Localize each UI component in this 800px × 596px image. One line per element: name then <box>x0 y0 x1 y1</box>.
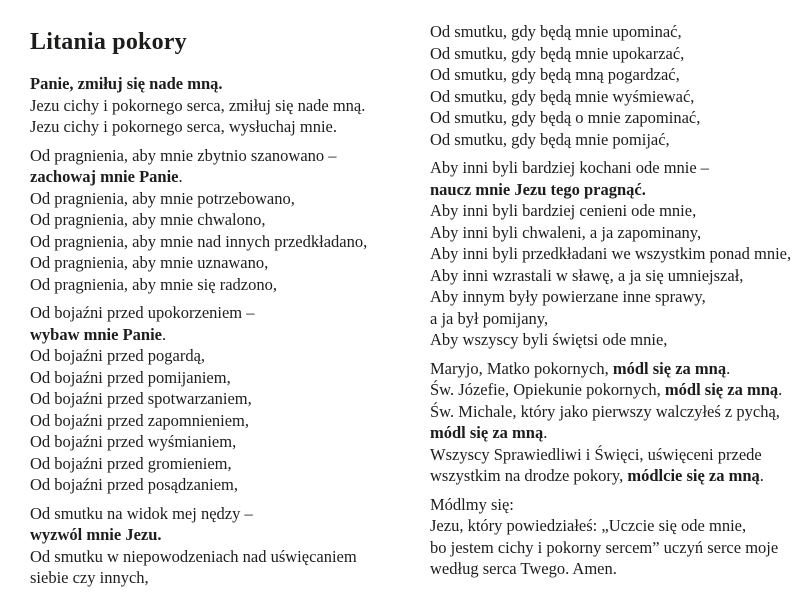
text-segment: . <box>778 380 783 399</box>
left-column <box>30 0 416 596</box>
text-line <box>430 537 796 559</box>
text-line <box>430 86 796 108</box>
text-segment: Jezu cichy i pokornego serca, wysłuchaj mnie. <box>30 117 337 136</box>
text-line <box>30 410 416 432</box>
paragraph <box>430 21 796 150</box>
text-segment: Od bojaźni przed pomijaniem, <box>30 367 231 387</box>
text-line <box>430 64 796 86</box>
text-line <box>430 422 796 444</box>
text-line <box>430 329 796 351</box>
text-line <box>430 43 796 65</box>
text-segment: . <box>178 167 183 186</box>
text-line <box>430 265 796 287</box>
text-segment: Aby inni wzrastali w sławę, a ja się umniejszał, <box>430 265 744 285</box>
text-segment: Módlmy się: <box>430 494 514 514</box>
page-title: Litania pokory <box>30 29 187 55</box>
text-segment: . <box>543 423 548 442</box>
text-line <box>430 107 796 129</box>
text-segment: Od pragnienia, aby mnie uznawano, <box>30 253 269 272</box>
text-line <box>430 465 796 487</box>
text-line <box>30 546 416 568</box>
text-segment: Wszyscy Sprawiedliwi i Święci, uświęceni przede <box>430 444 762 464</box>
text-segment: bo jestem cichy i pokorny sercem” uczyń serce moje <box>430 537 779 557</box>
text-line <box>30 503 416 525</box>
text-line <box>30 474 416 496</box>
bold-text-segment: módlcie się za mną <box>627 466 760 485</box>
bold-text-segment: zachowaj mnie Panie <box>30 167 179 186</box>
text-segment: wszystkim na drodze pokory, <box>430 466 628 485</box>
text-segment: Aby inni byli bardziej cenieni ode mnie, <box>430 201 697 220</box>
paragraph <box>430 157 796 351</box>
text-line <box>30 209 416 231</box>
bold-text-segment: Panie, zmiłuj się nade mną. <box>30 74 223 93</box>
text-segment: Jezu, który powiedziałeś: „Uczcie się ode mnie, <box>430 516 747 535</box>
bold-text-segment: módl się za mną <box>612 358 727 378</box>
text-line <box>30 95 416 117</box>
bold-text-segment: wyzwól mnie Jezu. <box>30 525 162 544</box>
text-line <box>430 129 796 151</box>
text-segment: Aby inni byli przedkładani we wszystkim ponad mnie, <box>430 244 792 263</box>
text-line <box>430 444 796 466</box>
text-line <box>430 308 796 330</box>
text-line <box>430 286 796 308</box>
text-line <box>30 388 416 410</box>
paragraph <box>30 503 416 589</box>
paragraph <box>30 145 416 296</box>
text-segment: Aby inni byli bardziej kochani ode mnie – <box>430 158 710 177</box>
text-line <box>430 358 796 380</box>
text-segment: Od smutku, gdy będą mnie pomijać, <box>430 129 670 149</box>
text-segment: według serca Twego. Amen. <box>430 559 617 578</box>
text-segment: Od bojaźni przed zapomnieniem, <box>30 410 250 430</box>
paragraph <box>30 302 416 496</box>
text-segment: Aby wszyscy byli świętsi ode mnie, <box>430 330 668 349</box>
text-line <box>430 21 796 43</box>
text-line <box>430 222 796 244</box>
text-segment: Od bojaźni przed pogardą, <box>30 346 206 365</box>
text-line <box>30 231 416 253</box>
text-segment: Od bojaźni przed spotwarzaniem, <box>30 389 252 408</box>
text-line <box>30 166 416 188</box>
text-segment: Św. Michale, który jako pierwszy walczyłeś z pychą, <box>430 401 780 421</box>
text-line <box>430 179 796 201</box>
bold-text-segment: naucz mnie Jezu tego pragnąć. <box>430 179 646 199</box>
text-segment: Od pragnienia, aby mnie się radzono, <box>30 274 277 294</box>
right-column <box>430 0 796 587</box>
text-segment: . <box>759 466 764 485</box>
text-segment: Jezu cichy i pokornego serca, zmiłuj się nade mną. <box>30 95 366 115</box>
text-line <box>30 431 416 453</box>
text-line <box>30 145 416 167</box>
text-segment: Od pragnienia, aby mnie potrzebowano, <box>30 188 295 208</box>
bold-text-segment: módl się za mną <box>430 423 544 442</box>
text-line <box>430 243 796 265</box>
text-segment: Od smutku na widok mej nędzy – <box>30 503 253 523</box>
text-line <box>30 324 416 346</box>
text-segment: Od bojaźni przed posądzaniem, <box>30 475 239 494</box>
text-line <box>430 494 796 516</box>
text-line <box>30 302 416 324</box>
text-segment: Od pragnienia, aby mnie zbytnio szanowano – <box>30 145 337 165</box>
text-segment: Aby innym były powierzane inne sprawy, <box>430 287 706 306</box>
paragraph <box>430 358 796 487</box>
text-segment: a ja był pomijany, <box>430 308 549 328</box>
bold-text-segment: módl się za mną <box>664 380 779 399</box>
text-line <box>30 524 416 546</box>
paragraph <box>430 494 796 580</box>
bold-text-segment: wybaw mnie Panie <box>30 324 162 344</box>
text-segment: Od pragnienia, aby mnie nad innych przedkładano, <box>30 231 368 251</box>
text-segment: Od smutku, gdy będą mną pogardzać, <box>430 65 680 84</box>
text-line <box>430 558 796 580</box>
text-segment: Św. Józefie, Opiekunie pokornych, <box>430 380 665 399</box>
text-line <box>30 345 416 367</box>
text-line <box>430 401 796 423</box>
text-line <box>30 73 416 95</box>
text-segment: Aby inni byli chwaleni, a ja zapominany, <box>430 222 702 242</box>
text-segment: Od smutku, gdy będą mnie upokarzać, <box>430 43 685 63</box>
left-column-text <box>30 73 416 589</box>
text-segment: siebie czy innych, <box>30 568 149 587</box>
text-segment: Od bojaźni przed upokorzeniem – <box>30 303 255 322</box>
text-line <box>30 274 416 296</box>
text-segment: Od bojaźni przed gromieniem, <box>30 453 232 473</box>
text-line <box>30 252 416 274</box>
right-column-text <box>430 21 796 580</box>
text-line <box>30 367 416 389</box>
text-segment: Od bojaźni przed wyśmianiem, <box>30 432 237 451</box>
paragraph <box>30 73 416 138</box>
text-line <box>30 188 416 210</box>
text-segment: . <box>162 324 167 344</box>
text-line <box>30 116 416 138</box>
text-line <box>430 200 796 222</box>
text-line <box>30 567 416 589</box>
text-segment: Od smutku, gdy będą mnie wyśmiewać, <box>430 86 695 106</box>
text-segment: Od smutku, gdy będą o mnie zapominać, <box>430 108 701 127</box>
text-segment: Maryjo, Matko pokornych, <box>430 358 613 378</box>
text-segment: Od smutku, gdy będą mnie upominać, <box>430 22 682 41</box>
text-line <box>430 515 796 537</box>
text-segment: Od smutku w niepowodzeniach nad uświęcaniem <box>30 546 357 566</box>
text-segment: . <box>726 358 731 378</box>
text-segment: Od pragnienia, aby mnie chwalono, <box>30 210 266 229</box>
text-line <box>430 379 796 401</box>
text-line <box>430 157 796 179</box>
text-line <box>30 453 416 475</box>
